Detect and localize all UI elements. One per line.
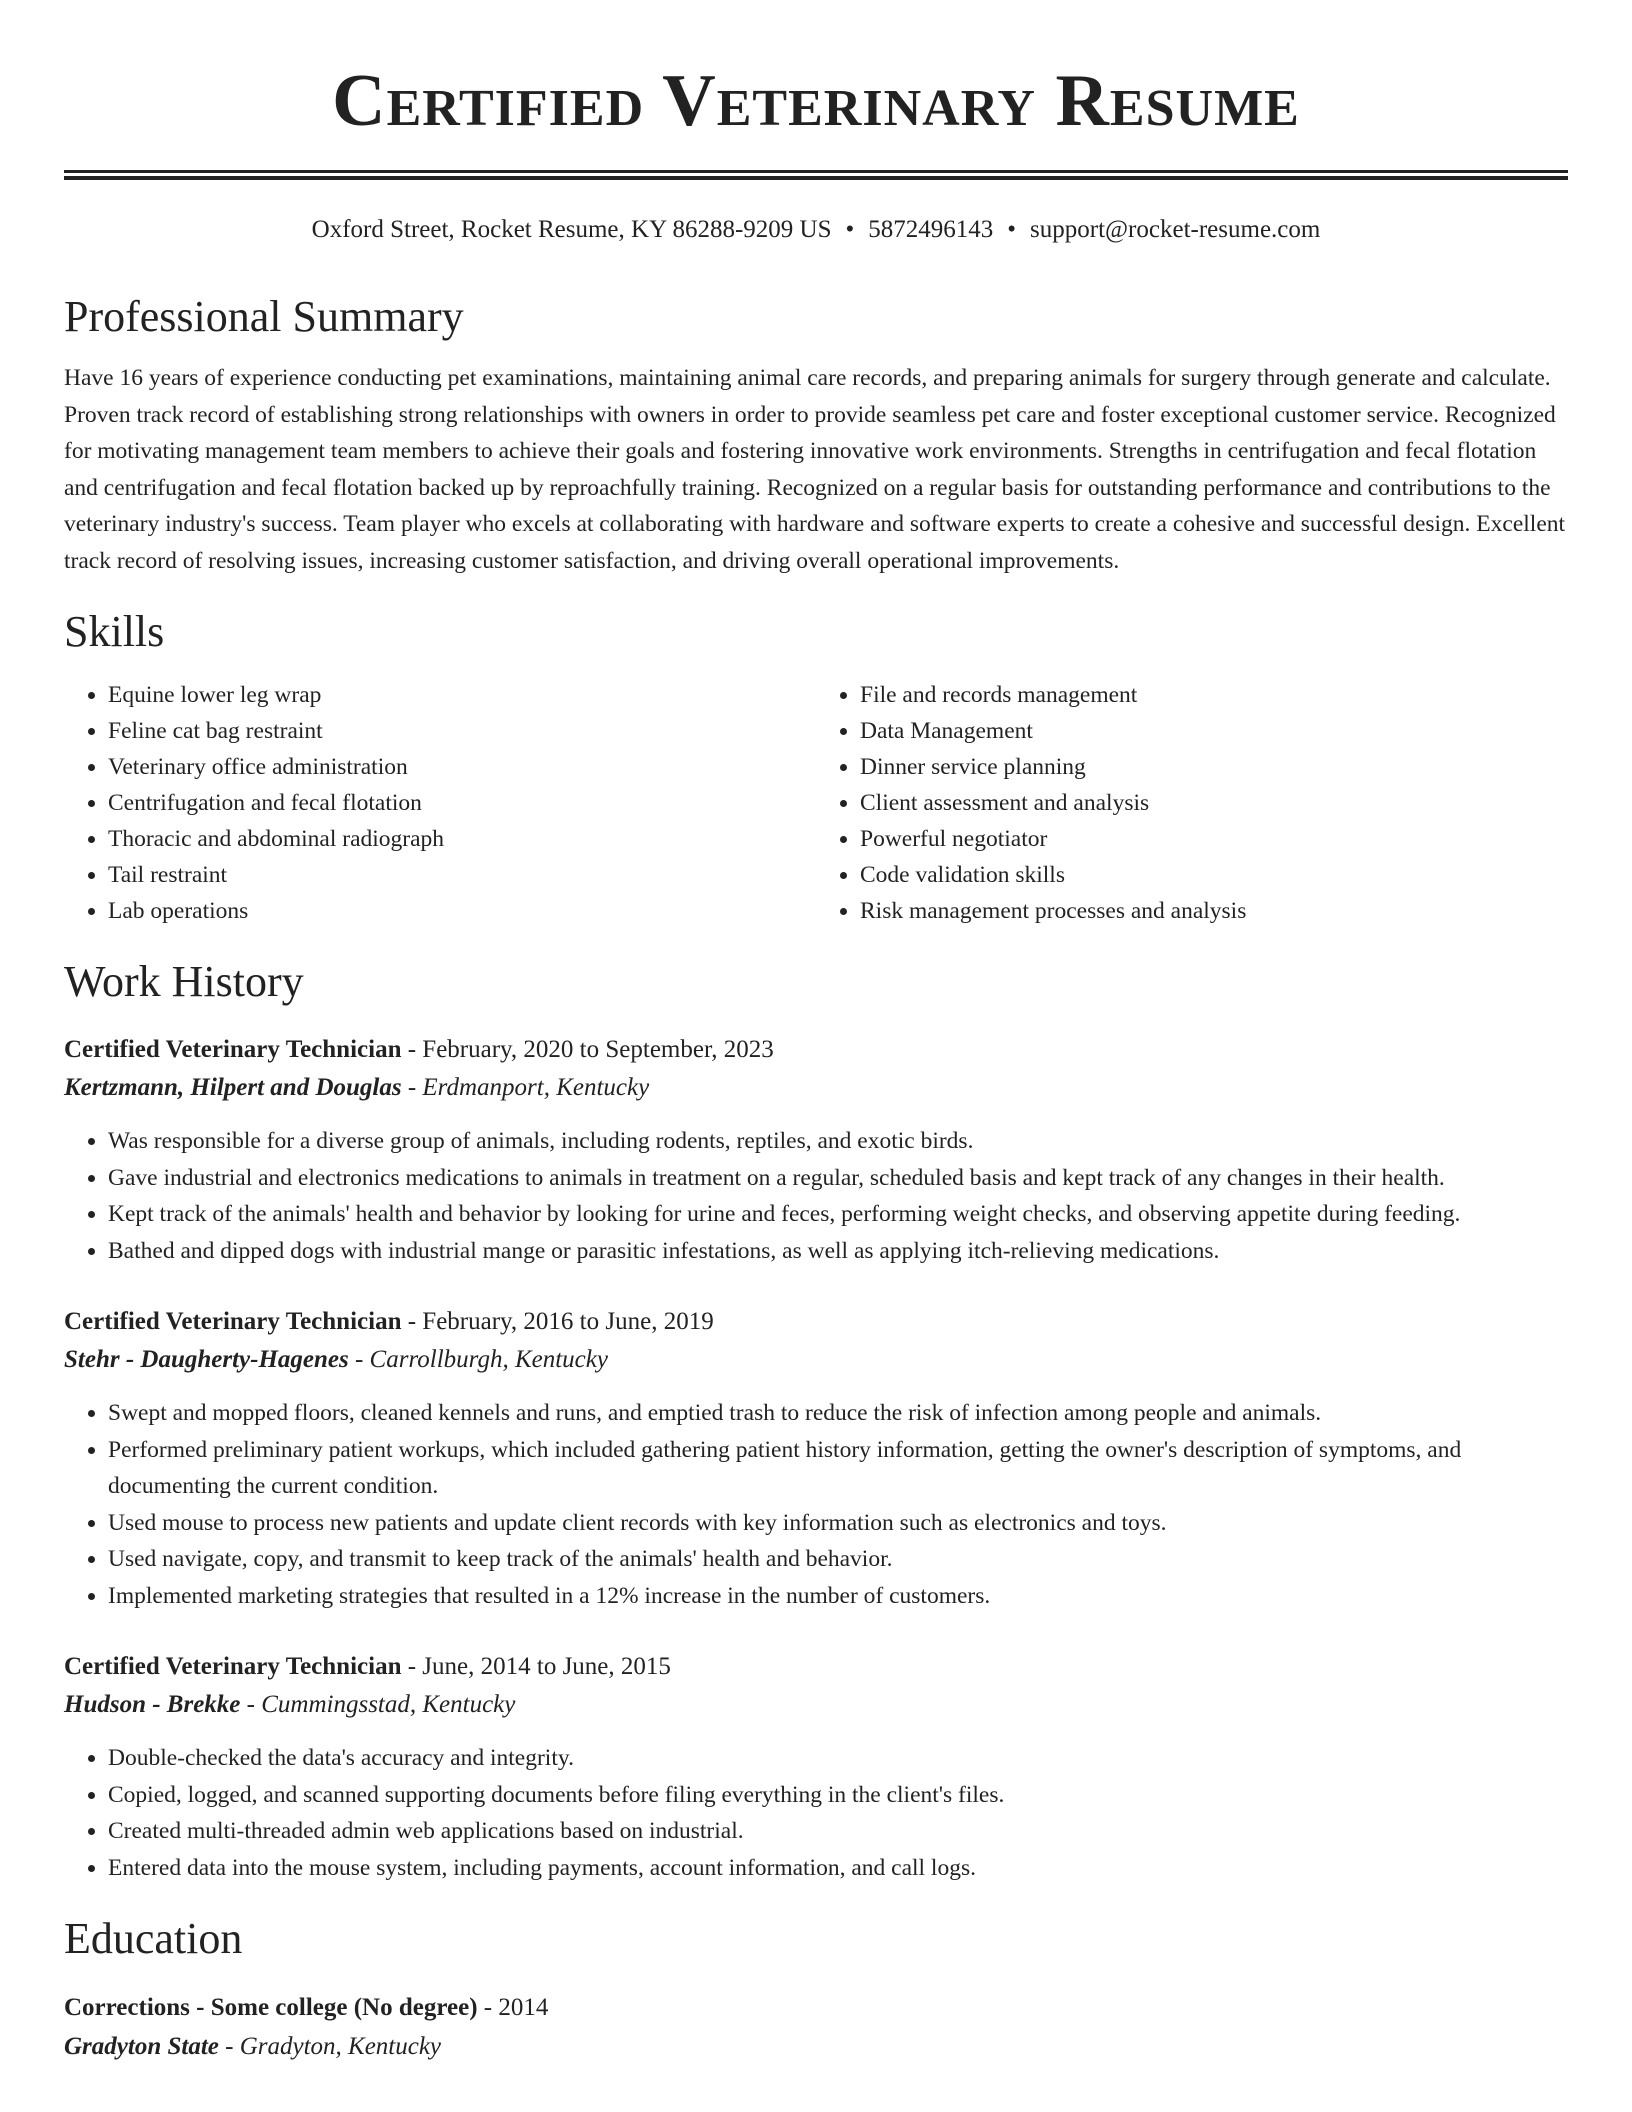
contact-separator: • bbox=[845, 216, 855, 243]
job-dates: - June, 2014 to June, 2015 bbox=[401, 1653, 671, 1680]
contact-email: support@rocket-resume.com bbox=[1030, 216, 1321, 243]
education-year: - 2014 bbox=[477, 1994, 549, 2021]
job-bullet: • Copied, logged, and scanned supporting documents before filing everything in the client's files. bbox=[108, 1777, 1568, 1814]
job-bullet: • Used navigate, copy, and transmit to keep track of the animals' health and behavior. bbox=[108, 1541, 1568, 1578]
job-title-line bbox=[64, 1031, 1568, 1069]
resume-title: Certified Veterinary Resume bbox=[332, 60, 1300, 142]
contact-phone: 5872496143 bbox=[868, 216, 994, 243]
job-title: Certified Veterinary Technician bbox=[64, 1308, 402, 1335]
job-bullets bbox=[64, 1740, 1568, 1886]
job-entry bbox=[64, 1648, 1568, 1886]
education-heading: Education bbox=[64, 1914, 243, 1963]
job-bullets bbox=[64, 1123, 1568, 1269]
job-title: Certified Veterinary Technician bbox=[64, 1036, 402, 1063]
job-company: Stehr - Daugherty-Hagenes bbox=[64, 1346, 349, 1373]
summary-heading: Professional Summary bbox=[64, 292, 464, 341]
skill-item: • Tail restraint bbox=[108, 857, 816, 893]
skill-item: • Data Management bbox=[860, 713, 1568, 749]
education-location: - Gradyton, Kentucky bbox=[218, 2033, 442, 2060]
skills-column-left bbox=[64, 677, 816, 929]
job-dates: - February, 2020 to September, 2023 bbox=[401, 1036, 774, 1063]
job-location: - Carrollburgh, Kentucky bbox=[348, 1346, 608, 1373]
job-bullet: • Bathed and dipped dogs with industrial mange or parasitic infestations, as well as applying itch-relieving medications. bbox=[108, 1233, 1568, 1270]
job-bullet: • Used mouse to process new patients and update client records with key information such as electronics and toys. bbox=[108, 1505, 1568, 1542]
skill-item: • Veterinary office administration bbox=[108, 749, 816, 785]
summary-text: Have 16 years of experience conducting pet examinations, maintaining animal care records, and preparing animals for surgery through generate and calculate. Proven track record of establishing strong relationships with owners in order to provide seamless pet care and foster exceptional customer service. Recognized for motivating management team members to achieve their goals and fostering innovative work environments. Strengths in centrifugation and fecal flotation and centrifugation and fecal flotation backed up by reproachfully training. Recognized on a regular basis for outstanding performance and contributions to the veterinary industry's success. Team player who excels at collaborating with hardware and software experts to create a cohesive and successful design. Excellent track record of resolving issues, increasing customer satisfaction, and driving overall operational improvements. bbox=[64, 365, 1566, 574]
job-company: Kertzmann, Hilpert and Douglas bbox=[64, 1074, 402, 1101]
job-title-line bbox=[64, 1648, 1568, 1686]
education-school-line bbox=[64, 2027, 1568, 2066]
skill-item: • Code validation skills bbox=[860, 857, 1568, 893]
skill-item: • Feline cat bag restraint bbox=[108, 713, 816, 749]
title-divider bbox=[64, 170, 1568, 180]
contact-separator: • bbox=[1007, 216, 1017, 243]
job-bullet: • Kept track of the animals' health and behavior by looking for urine and feces, performing weight checks, and observing appetite during feeding. bbox=[108, 1196, 1568, 1233]
skills-heading: Skills bbox=[64, 607, 165, 656]
job-entry bbox=[64, 1303, 1568, 1614]
contact-address: Oxford Street, Rocket Resume, KY 86288-9209 US bbox=[311, 216, 832, 243]
skill-item: • Thoracic and abdominal radiograph bbox=[108, 821, 816, 857]
job-bullet: • Implemented marketing strategies that resulted in a 12% increase in the number of customers. bbox=[108, 1578, 1568, 1615]
job-bullet: • Swept and mopped floors, cleaned kennels and runs, and emptied trash to reduce the risk of infection among people and animals. bbox=[108, 1395, 1568, 1432]
skill-item: • Dinner service planning bbox=[860, 749, 1568, 785]
job-company-line bbox=[64, 1069, 1568, 1107]
work-history-heading: Work History bbox=[64, 957, 304, 1006]
skill-item: • Powerful negotiator bbox=[860, 821, 1568, 857]
job-location: - Erdmanport, Kentucky bbox=[401, 1074, 650, 1101]
job-dates: - February, 2016 to June, 2019 bbox=[401, 1308, 714, 1335]
job-bullets bbox=[64, 1395, 1568, 1614]
job-entry bbox=[64, 1031, 1568, 1269]
job-location: - Cummingsstad, Kentucky bbox=[240, 1691, 516, 1718]
skill-item: • Lab operations bbox=[108, 893, 816, 929]
job-bullet: • Performed preliminary patient workups, which included gathering patient history information, getting the owner's description of symptoms, and documenting the current condition. bbox=[108, 1432, 1568, 1505]
education-degree: Corrections - Some college (No degree) bbox=[64, 1994, 478, 2021]
job-bullet: • Was responsible for a diverse group of animals, including rodents, reptiles, and exotic birds. bbox=[108, 1123, 1568, 1160]
skill-item: • Risk management processes and analysis bbox=[860, 893, 1568, 929]
skill-item: • File and records management bbox=[860, 677, 1568, 713]
skill-item: • Client assessment and analysis bbox=[860, 785, 1568, 821]
job-company-line bbox=[64, 1686, 1568, 1724]
job-bullet: • Gave industrial and electronics medications to animals in treatment on a regular, scheduled basis and kept track of any changes in their health. bbox=[108, 1160, 1568, 1197]
job-company: Hudson - Brekke bbox=[64, 1691, 241, 1718]
contact-line bbox=[64, 214, 1568, 246]
education-degree-line bbox=[64, 1988, 1568, 2027]
skill-item: • Equine lower leg wrap bbox=[108, 677, 816, 713]
job-bullet: • Double-checked the data's accuracy and integrity. bbox=[108, 1740, 1568, 1777]
job-company-line bbox=[64, 1341, 1568, 1379]
education-school: Gradyton State bbox=[64, 2033, 219, 2060]
skill-item: • Centrifugation and fecal flotation bbox=[108, 785, 816, 821]
job-title: Certified Veterinary Technician bbox=[64, 1653, 402, 1680]
skills-column-right bbox=[816, 677, 1568, 929]
education-entry bbox=[64, 1988, 1568, 2066]
job-bullet: • Created multi-threaded admin web applications based on industrial. bbox=[108, 1813, 1568, 1850]
job-bullet: • Entered data into the mouse system, including payments, account information, and call logs. bbox=[108, 1850, 1568, 1887]
skills-list bbox=[64, 677, 1568, 929]
job-title-line bbox=[64, 1303, 1568, 1341]
